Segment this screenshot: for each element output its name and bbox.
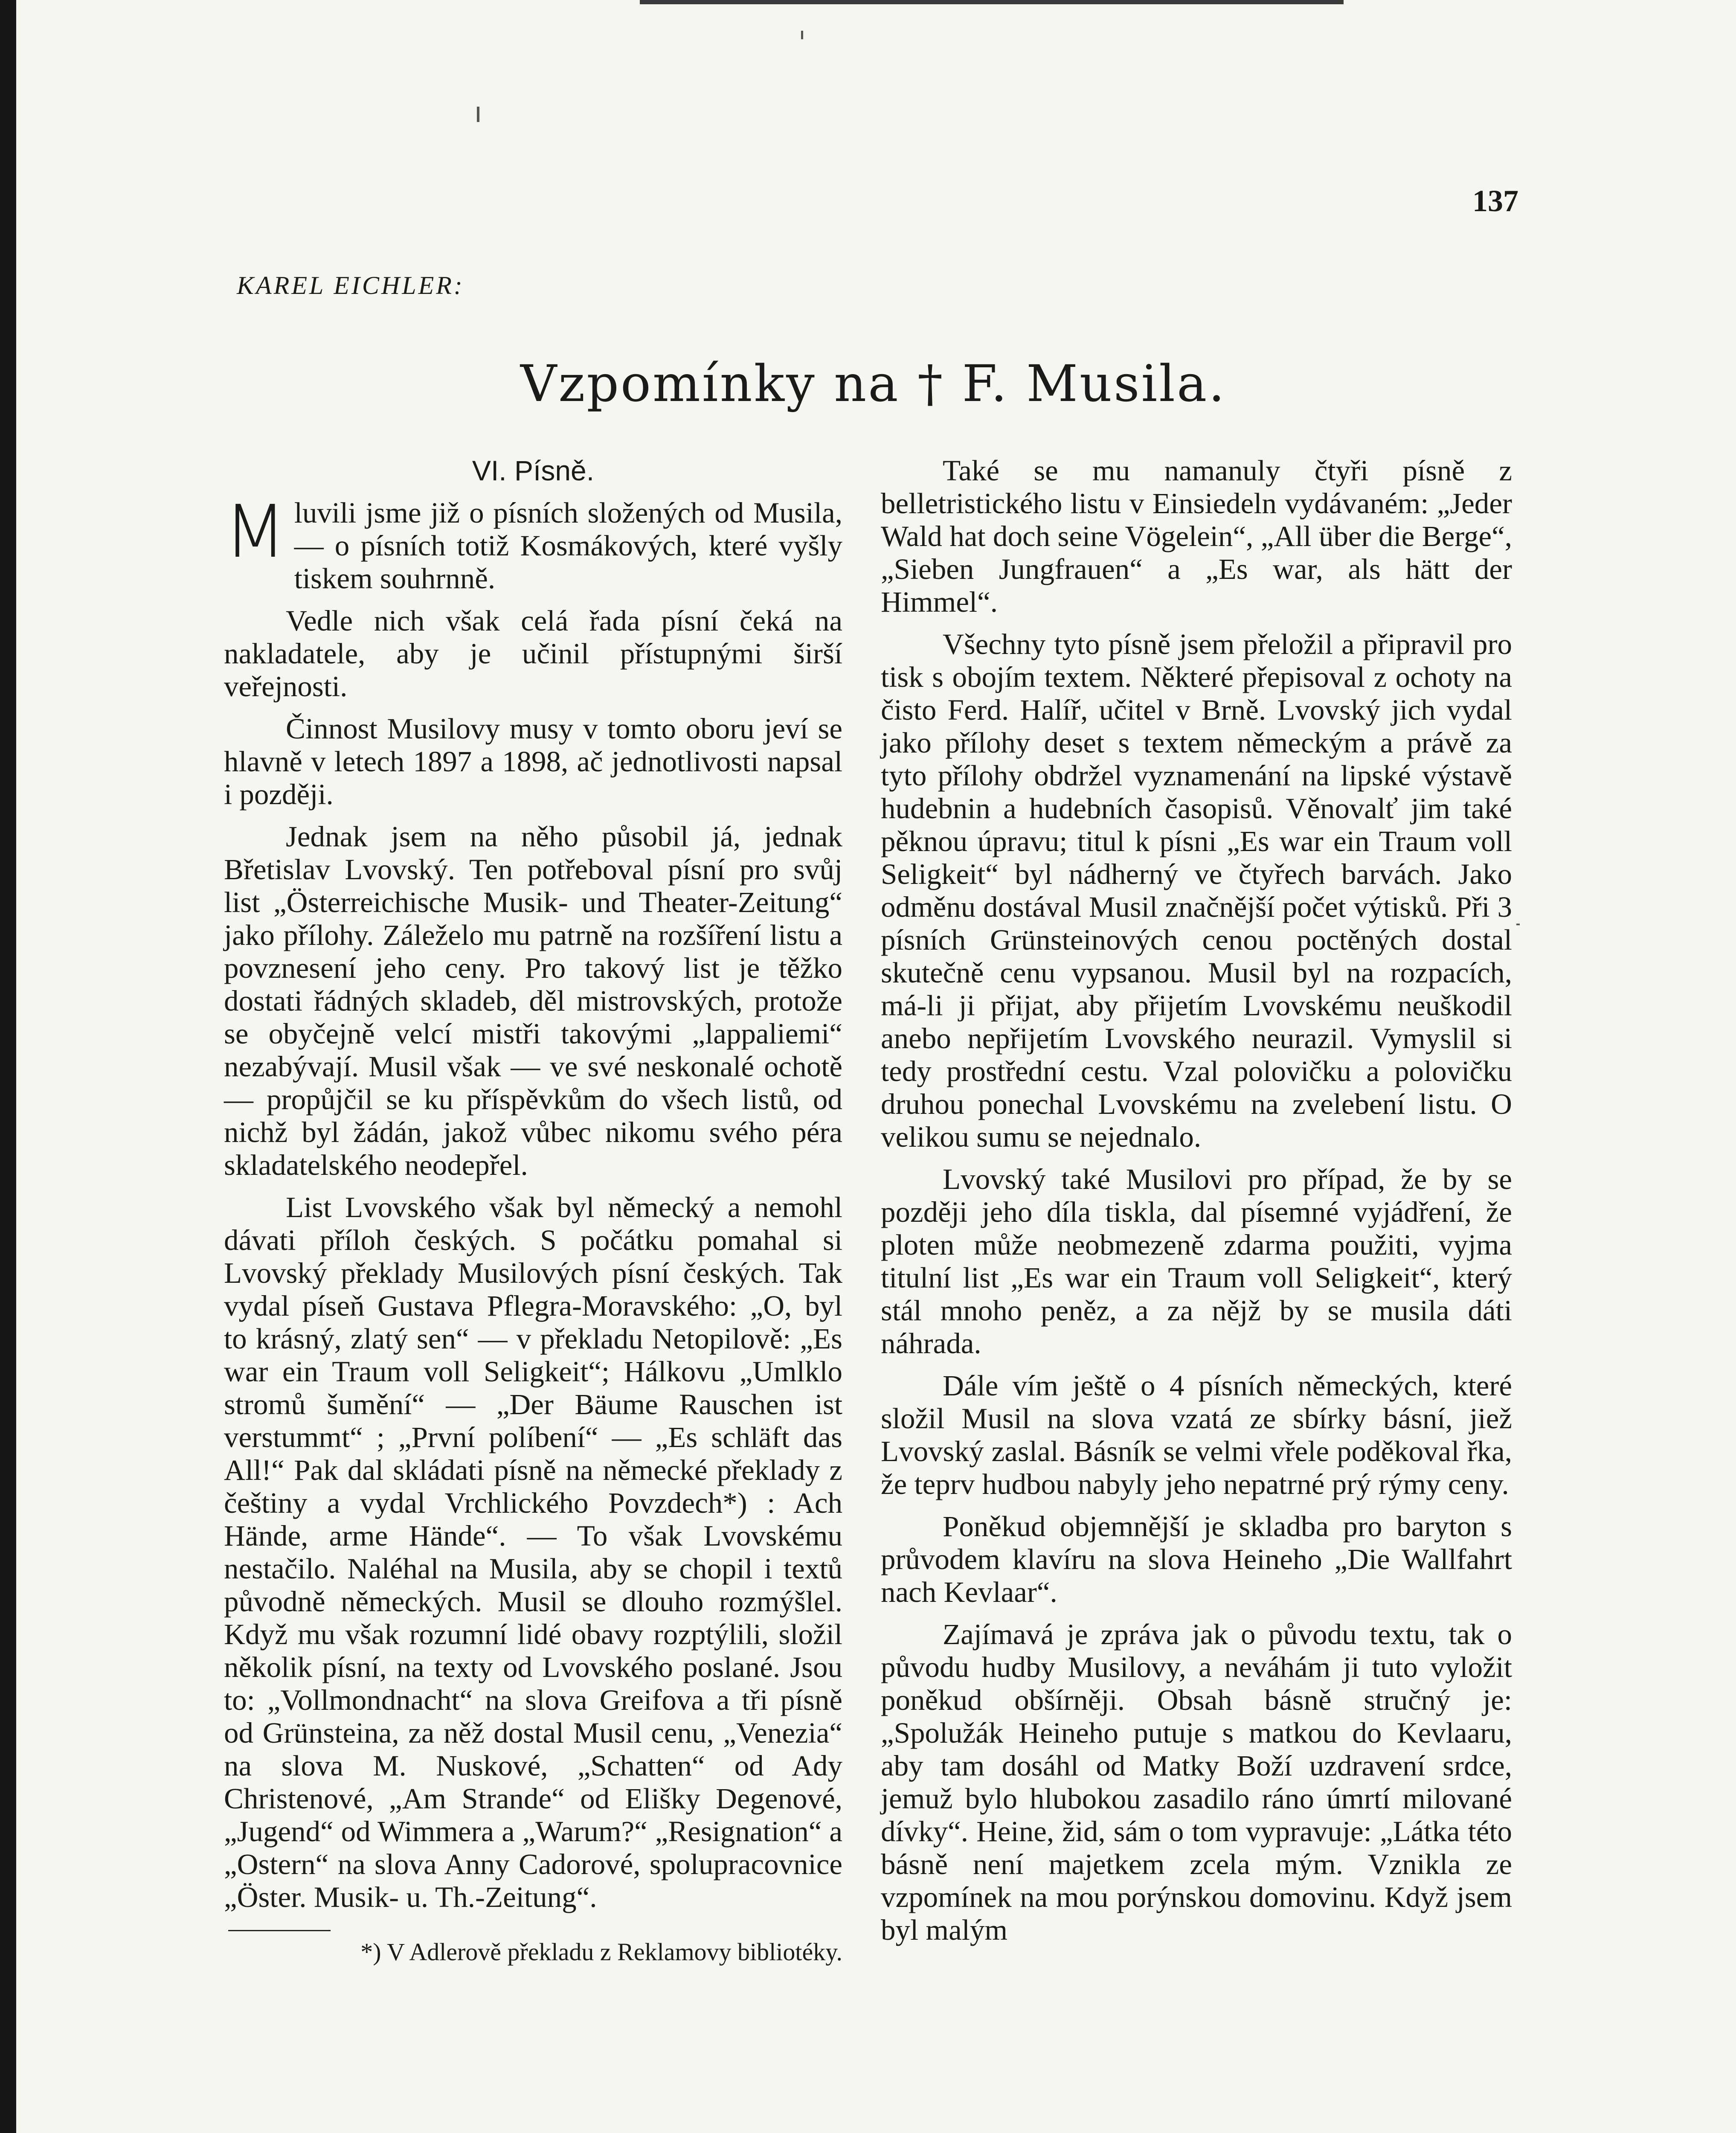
left-column [224, 454, 842, 1967]
paragraph: Lvovský také Musilovi pro případ, že by se později jeho díla tiskla, dal písemné vyjádření, že ploten může neobmezeně zdarma použiti, vyjma titulní list „Es war ein Traum voll Seligkeit“, který stál mnoho peněz, a za nějž by se musila dáti náhrada. [881, 1163, 1512, 1360]
paragraph: Všechny tyto písně jsem přeložil a připravil pro tisk s obojím textem. Některé přepisoval z ochoty na čisto Ferd. Halíř, učitel v Brně. Lvovský jich vydal jako přílohy deset s textem německým a právě za tyto přílohy obdržel vyznamenání na lipské výstavě hudebnin a hudebních časopisů. Věnovalť jim také pěknou úpravu; titul k písni „Es war ein Traum voll Seligkeit“ byl nádherný ve čtyřech barvách. Jako odměnu dostával Musil značnější počet výtisků. Při 3 písních Grünsteinových cenou poctěných dostal skutečně cenu vypsanou. Musil byl na rozpacích, má-li ji přijat, aby přijetím Lvovskému neuškodil anebo nepřijetím Lvovského neurazil. Vymyslil si tedy prostřední cestu. Vzal polovičku a polovičku druhou ponechal Lvovskému na zvelebení listu. O velikou sumu se nejednalo. [881, 628, 1512, 1153]
footnote-rule [228, 1930, 331, 1931]
scan-speck [1516, 924, 1520, 925]
footnote: *) V Adlerově překladu z Reklamovy bibliotéky. [360, 1938, 842, 1966]
paragraph: Zajímavá je zpráva jak o původu textu, tak o původu hudby Musilovy, a neváhám ji tuto vyložit poněkud obšírněji. Obsah básně stručný je: „Spolužák Heineho putuje s matkou do Kevlaaru, aby tam dosáhl od Matky Boží uzdravení srdce, jemuž bylo hlubokou zasadilo ráno úmrtí milované dívky“. Heine, žid, sám o tom vypravuje: „Látka této básně není majetkem zcela mým. Vznikla ze vzpomínek na mou porýnskou domovinu. Když jsem byl malým [881, 1618, 1512, 1946]
paragraph: Činnost Musilovy musy v tomto oboru jeví se hlavně v letech 1897 a 1898, ač jednotlivosti napsal i později. [224, 712, 842, 811]
paragraph: Poněkud objemnější je skladba pro baryton s průvodem klavíru na slova Heineho „Die Wallfahrt nach Kevlaar“. [881, 1510, 1512, 1608]
article-title: Vzpomínky na † F. Musila. [520, 354, 1226, 413]
paragraph: Také se mu namanuly čtyři písně z belletristického listu v Einsiedeln vydávaném: „Jeder Wald hat doch seine Vögelein“, „All über die Berge“, „Sieben Jungfrauen“ a „Es war, als hätt der Himmel“. [881, 454, 1512, 618]
paragraph: List Lvovského však byl německý a nemohl dávati příloh českých. S počátku pomahal si Lvovský překlady Musilových písní českých. Tak vydal píseň Gustava Pflegra-Moravského: „O, byl to krásný, zlatý sen“ — v překladu Netopilově: „Es war ein Traum voll Seligkeit“; Hálkovu „Umlklo stromů šumění“ — „Der Bäume Rauschen ist verstummt“ ; „První políbení“ — „Es schläft das All!“ Pak dal skládati písně na německé překlady z češtiny a vydal Vrchlického Povzdech*) : Ach Hände, arme Hände“. — To však Lvovskému nestačilo. Naléhal na Musila, aby se chopil i textů původně německých. Musil se dlouho rozmýšlel. Když mu však rozumní lidé obavy rozptýlili, složil několik písní, na texty od Lvovského poslané. Jsou to: „Vollmondnacht“ na slova Greifova a tři písně od Grünsteina, za něž dostal Musil cenu, „Venezia“ na slova M. Nuskové, „Schatten“ od Ady Christenové, „Am Strande“ od Elišky Degenové, „Jugend“ od Wimmera a „Warum?“ „Resignation“ a „Ostern“ na slova Anny Cadorové, spolupracovnice „Öster. Musik- u. Th.-Zeitung“. [224, 1191, 842, 1913]
right-column [881, 454, 1512, 1956]
scan-border-top [640, 0, 1344, 4]
author-name: KAREL EICHLER: [237, 271, 464, 299]
scan-speck [801, 31, 803, 39]
page-number: 137 [1472, 184, 1518, 218]
paragraph: Vedle nich však celá řada písní čeká na nakladatele, aby je učinil přístupnými širší veřejnosti. [224, 604, 842, 703]
scan-border-left [0, 0, 16, 2133]
scan-speck [477, 107, 479, 122]
section-heading: VI. Písně. [472, 455, 595, 486]
paragraph: Dále vím ještě o 4 písních německých, které složil Musil na slova vzatá ze sbírky básní, jiež Lvovský zaslal. Básník se velmi vřele poděkoval řka, že teprv hudbou nabyly jeho nepatrné prý rýmy ceny. [881, 1369, 1512, 1500]
paragraph: Jednak jsem na něho působil já, jednak Břetislav Lvovský. Ten potřeboval písní pro svůj list „Österreichische Musik- und Theater-Zeitung“ jako přílohy. Záleželo mu patrně na rozšíření listu a povznesení jeho ceny. Pro takový list je těžko dostati řádných skladeb, děl mistrovských, protože se obyčejně velcí mistři takovými „lappaliemi“ nezabývají. Musil však — ve své neskonalé ochotě — propůjčil se ku příspěvkům do všech listů, od nichž byl žádán, jakož vůbec nikomu svého péra skladatelského neodepřel. [224, 820, 842, 1181]
paragraph-text: luvili jsme již o písních složených od Musila, — o písních totiž Kosmákových, které vyšly tiskem souhrnně. [294, 497, 842, 595]
drop-cap: M [224, 490, 287, 574]
paragraph [224, 490, 842, 595]
